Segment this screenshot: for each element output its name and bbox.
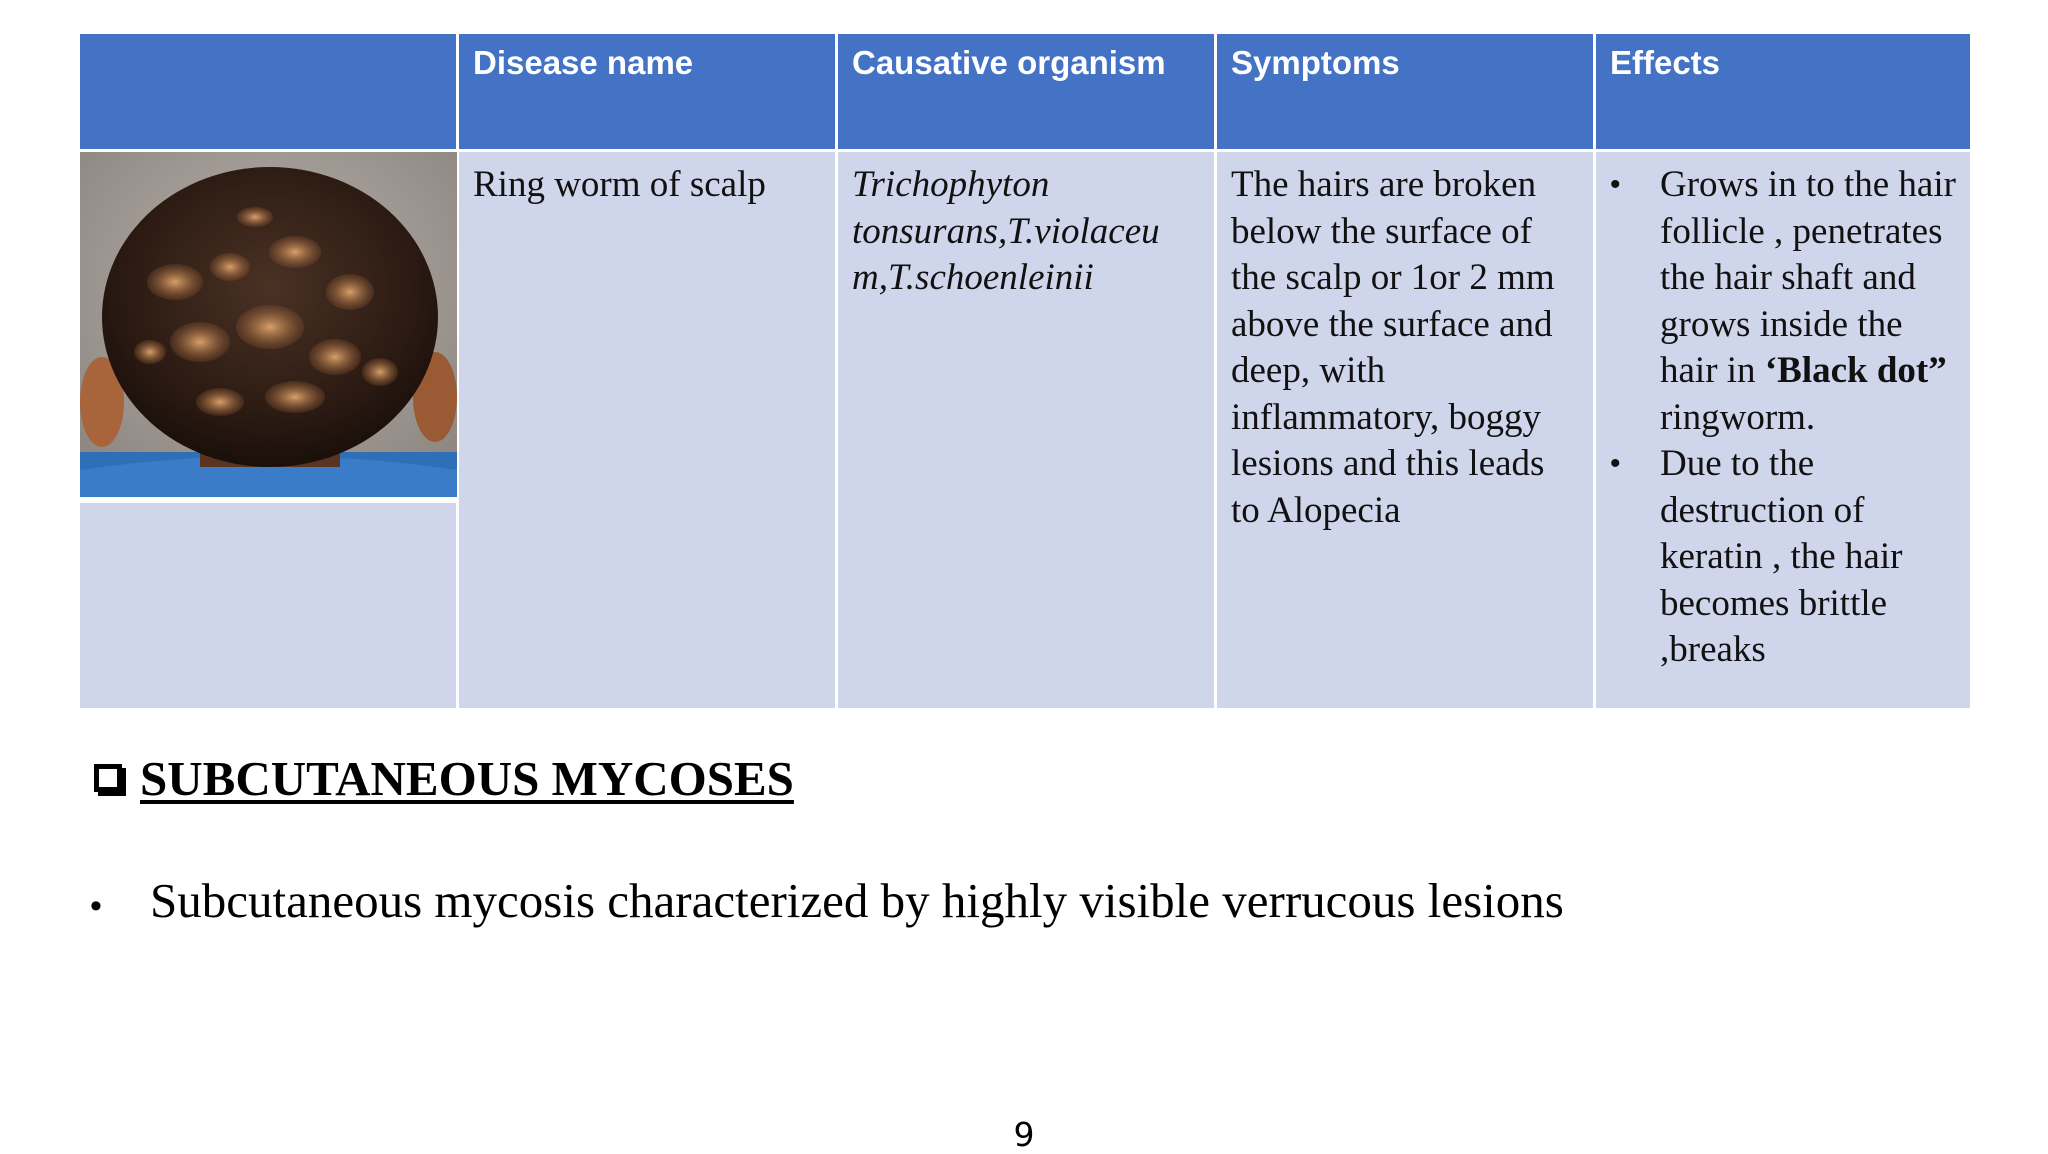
organism-line: tonsurans,T.violaceu bbox=[852, 210, 1160, 252]
symptoms-cell: The hairs are broken below the surface of the scalp or 1or 2 mm above the surface and deep, with inflammatory, boggy lesions and this leads to Alopecia bbox=[1216, 151, 1595, 710]
bullet-paragraph bbox=[90, 872, 1564, 929]
organism-line: Trichophyton bbox=[852, 164, 1050, 205]
effect-text: Grows in to the hair follicle , penetrates the hair shaft and grows inside the hair in bbox=[1660, 164, 1956, 391]
header-image-column bbox=[79, 33, 458, 151]
page-number: 9 bbox=[1013, 1115, 1035, 1154]
header-disease-name: Disease name bbox=[458, 33, 837, 151]
effects-cell bbox=[1595, 151, 1972, 710]
table-row bbox=[79, 151, 1972, 710]
image-cell bbox=[79, 151, 458, 710]
effect-text: Due to the destruction of keratin , the hair becomes brittle ,breaks bbox=[1660, 443, 1903, 670]
bullet-text: Subcutaneous mycosis characterized by highly visible verrucous lesions bbox=[150, 873, 1564, 928]
photo-caption-strip bbox=[80, 497, 457, 503]
header-symptoms: Symptoms bbox=[1216, 33, 1595, 151]
header-effects: Effects bbox=[1595, 33, 1972, 151]
header-causative-organism: Causative organism bbox=[837, 33, 1216, 151]
bullet-icon: • bbox=[1610, 447, 1621, 480]
causative-organism-cell bbox=[837, 151, 1216, 710]
bullet-icon: • bbox=[90, 887, 102, 925]
disease-table bbox=[77, 31, 1973, 711]
table-header-row bbox=[79, 33, 1972, 151]
list-item bbox=[1610, 441, 1956, 674]
section-heading-text: SUBCUTANEOUS MYCOSES bbox=[140, 750, 794, 806]
disease-name-cell: Ring worm of scalp bbox=[458, 151, 837, 710]
black-dot-term: ‘Black dot” bbox=[1764, 350, 1947, 391]
organism-line: m,T.schoenleinii bbox=[852, 257, 1094, 298]
section-heading bbox=[94, 748, 794, 808]
effects-list bbox=[1610, 162, 1956, 674]
effect-text: ringworm. bbox=[1660, 396, 1816, 438]
checkbox-outline-icon bbox=[94, 764, 122, 792]
bullet-icon: • bbox=[1610, 168, 1621, 201]
scalp-ringworm-photo bbox=[80, 152, 457, 497]
list-item bbox=[1610, 162, 1956, 441]
